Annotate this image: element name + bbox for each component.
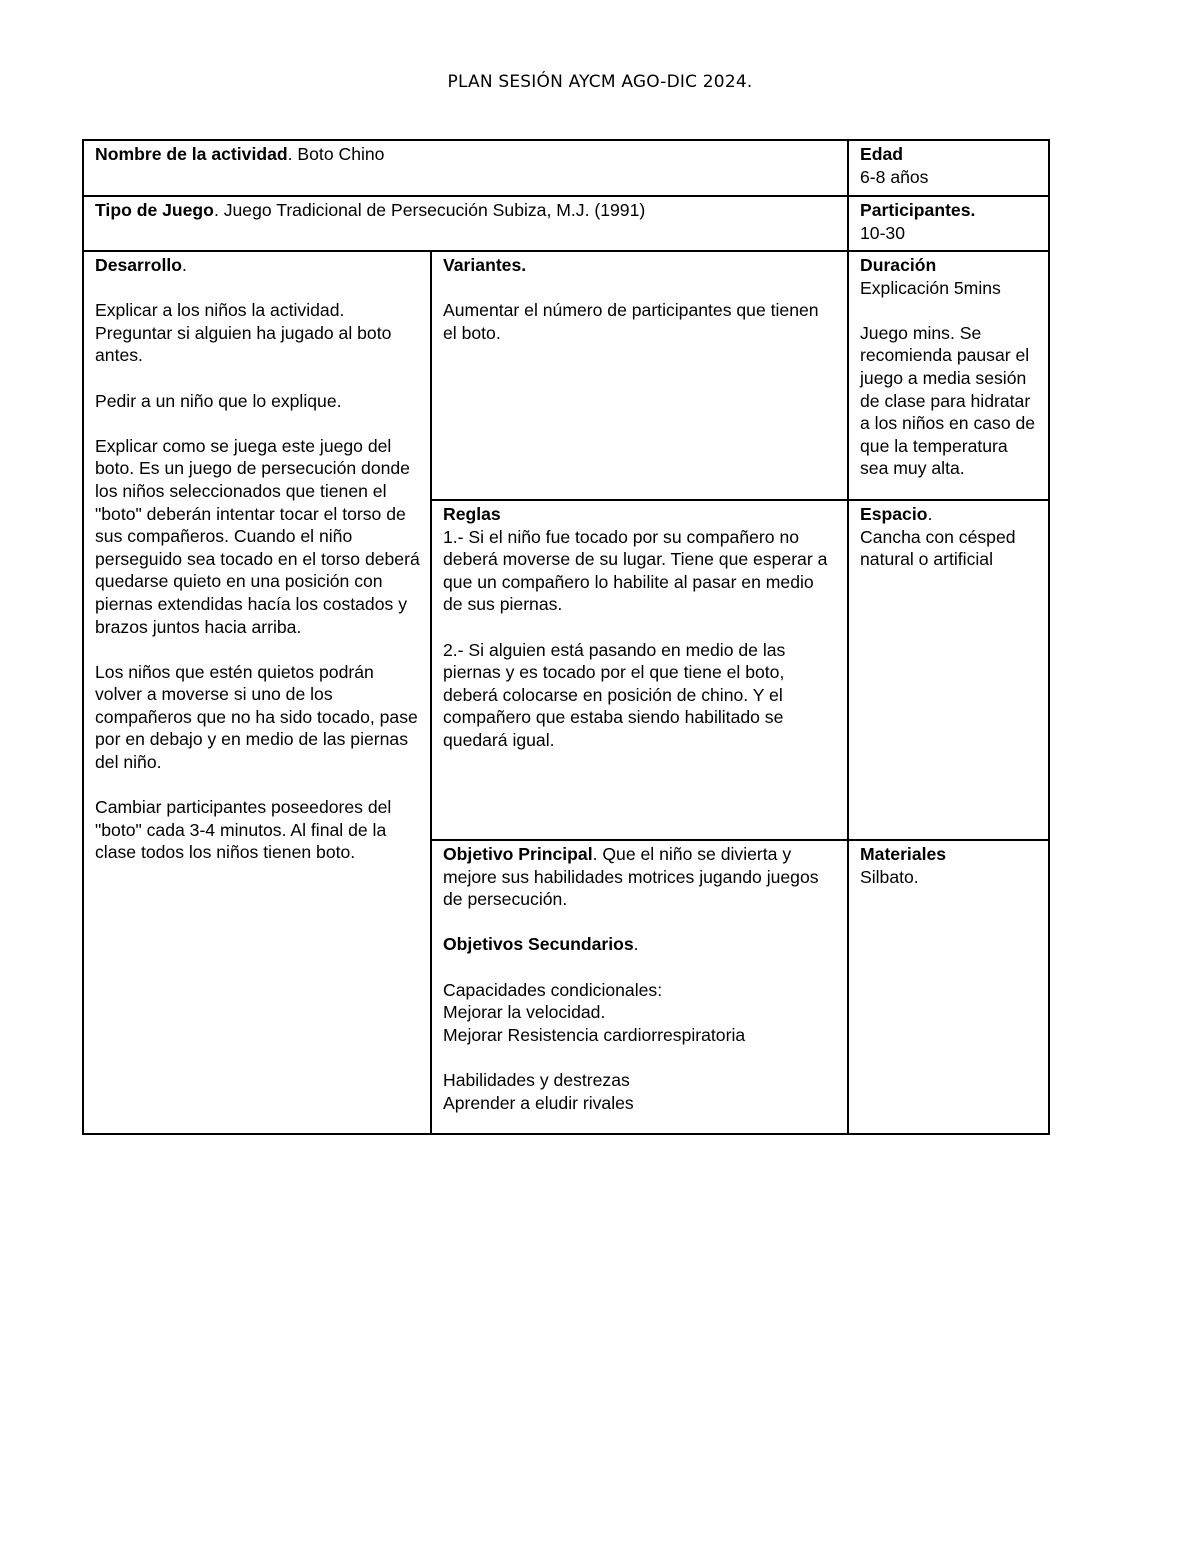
secondary-objectives-sep: .	[633, 934, 639, 955]
game-type-sep: .	[213, 200, 224, 220]
cell-participants	[848, 196, 1049, 251]
row-game-type	[83, 196, 1049, 251]
rule-2: 2.- Si alguien está pasando en medio de las piernas y es tocado por el que tiene el boto, deberá colocarse en posición de chino. Y el compañero que estaba siendo habilitado se quedará igual.	[443, 639, 786, 750]
main-objective-label: Objetivo Principal	[443, 844, 593, 864]
materials-text: Silbato.	[860, 866, 919, 887]
activity-sep: .	[287, 144, 298, 164]
development-sep: .	[182, 255, 187, 275]
cell-variants	[431, 251, 848, 500]
rules-label: Reglas	[443, 504, 501, 524]
objective-dodge: Aprender a eludir rivales	[443, 1092, 634, 1113]
game-type-value: Juego Tradicional de Persecución Subiza, M.J. (1991)	[223, 200, 646, 220]
cell-game-type	[83, 196, 848, 251]
row-variants	[83, 251, 1049, 500]
age-value: 6-8 años	[860, 166, 929, 187]
cell-objectives	[431, 840, 848, 1134]
duration-text: Juego mins. Se recomienda pausar el juego a media sesión de clase para hidratar a los niños en caso de que la temperatura sea muy alta.	[860, 322, 1036, 479]
objective-endurance: Mejorar Resistencia cardiorrespiratoria	[443, 1024, 746, 1045]
participants-label: Participantes.	[860, 200, 976, 220]
cell-space	[848, 500, 1049, 840]
session-plan-table	[82, 139, 1050, 1135]
secondary-objectives-label: Objetivos Secundarios	[443, 934, 634, 955]
cell-rules	[431, 500, 848, 840]
cell-activity-name	[83, 140, 848, 196]
game-type-label: Tipo de Juego	[95, 200, 214, 220]
skills-heading: Habilidades y destrezas	[443, 1069, 630, 1090]
space-sep: .	[927, 504, 933, 524]
development-paragraph-3: Explicar como se juega este juego del boto. Es un juego de persecución donde los niños seleccionados que tienen el "boto" deberán intentar tocar el torso de sus compañeros. Cuando el niño perseguido sea tocado en el torso deberá quedarse quieto en una posición con piernas extendidas hacía los costados y brazos juntos hacia arriba.	[95, 435, 420, 637]
variants-label: Variantes.	[443, 255, 527, 275]
development-label: Desarrollo	[95, 255, 183, 275]
conditional-capacities-heading: Capacidades condicionales:	[443, 979, 663, 1000]
development-paragraph-1: Explicar a los niños la actividad. Preguntar si alguien ha jugado al boto antes.	[95, 300, 392, 366]
development-paragraph-2: Pedir a un niño que lo explique.	[95, 390, 342, 411]
cell-materials	[848, 840, 1049, 1134]
space-text: Cancha con césped natural o artificial	[860, 526, 1016, 570]
row-activity	[83, 140, 1049, 196]
cell-development	[83, 251, 431, 1134]
development-paragraph-5: Cambiar participantes poseedores del "boto" cada 3-4 minutos. Al final de la clase todos los niños tienen boto.	[95, 797, 392, 863]
duration-explanation: Explicación 5mins	[860, 277, 1001, 298]
space-label: Espacio	[860, 504, 928, 524]
duration-label: Duración	[860, 255, 937, 275]
activity-value: Boto Chino	[297, 144, 385, 164]
development-paragraph-4: Los niños que estén quietos podrán volver a moverse si uno de los compañeros que no ha sido tocado, pase por en debajo y en medio de las piernas del niño.	[95, 661, 418, 773]
cell-age	[848, 140, 1049, 196]
activity-label: Nombre de la actividad	[95, 144, 288, 164]
participants-value: 10-30	[860, 222, 905, 243]
main-objective-text: Que el niño se divierta y mejore sus habilidades motrices jugando juegos de persecución.	[443, 844, 819, 910]
age-label: Edad	[860, 144, 904, 164]
rule-1: 1.- Si el niño fue tocado por su compañero no deberá moverse de su lugar. Tiene que esperar a que un compañero lo habilite al pasar en medio de sus piernas.	[443, 526, 828, 615]
cell-duration	[848, 251, 1049, 500]
variants-text: Aumentar el número de participantes que tienen el boto.	[443, 300, 819, 343]
main-objective-sep: .	[592, 844, 603, 864]
objective-speed: Mejorar la velocidad.	[443, 1002, 606, 1023]
document-title: PLAN SESIÓN AYCM AGO-DIC 2024.	[447, 72, 753, 92]
materials-label: Materiales	[860, 844, 947, 864]
